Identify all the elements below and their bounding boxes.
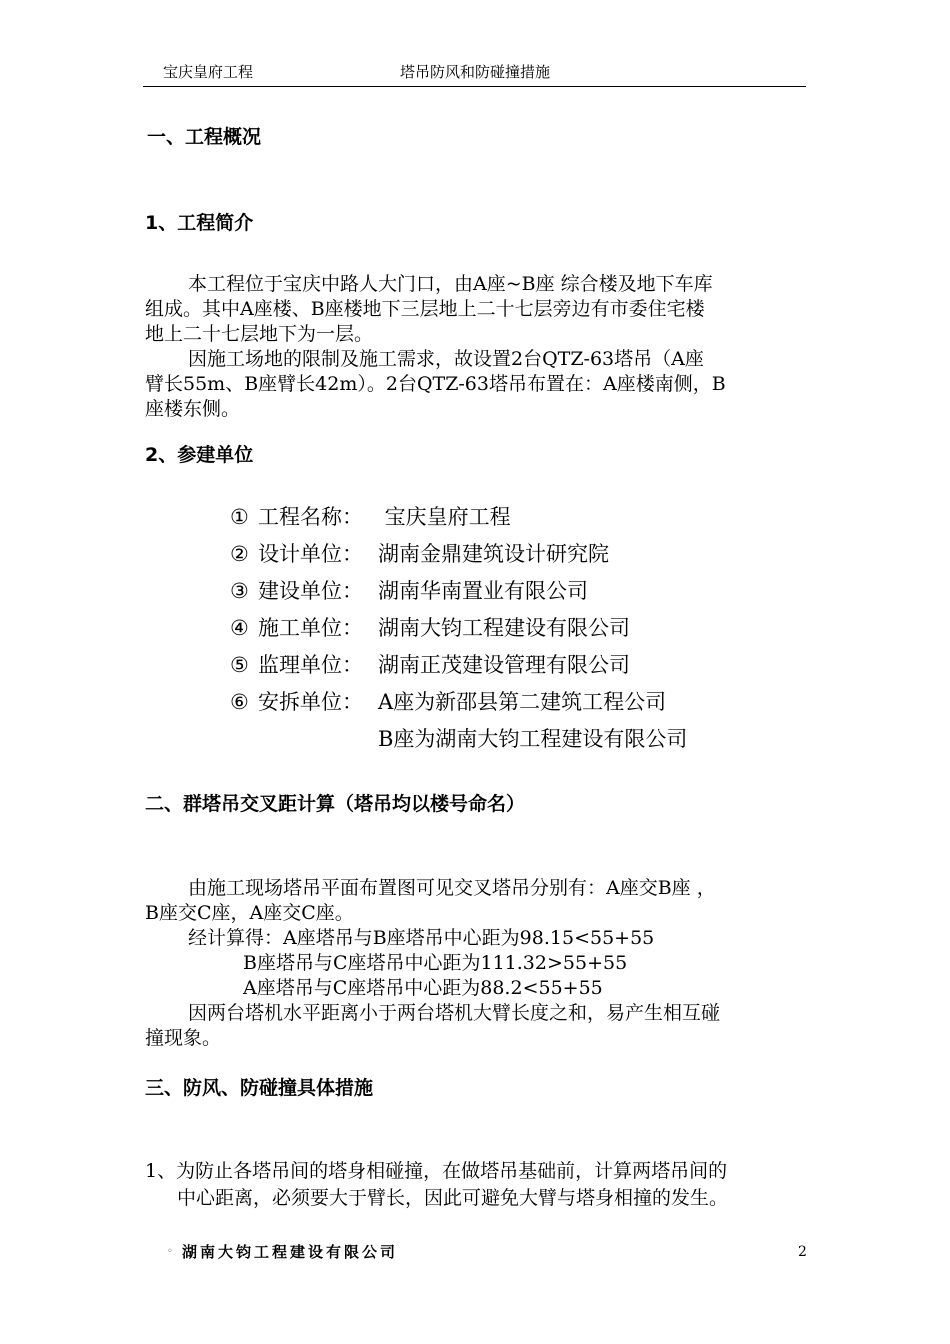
unit-value: A座为新邵县第二建筑工程公司 <box>378 690 667 714</box>
overview-paragraph-line: 地上二十七层地下为一层。 <box>145 323 374 345</box>
measure-line: 1、为防止各塔吊间的塔身相碰撞，在做塔吊基础前，计算两塔吊间的 <box>145 1160 728 1182</box>
crane-paragraph-line: 座楼东侧。 <box>145 398 241 420</box>
section-2-heading: 二、群塔吊交叉距计算（塔吊均以楼号命名） <box>145 793 526 815</box>
unit-value: 湖南正茂建设管理有限公司 <box>378 653 630 677</box>
unit-number: ① <box>230 505 249 529</box>
overview-paragraph-line: 本工程位于宝庆中路人大门口，由A座~B座 综合楼及地下车库 <box>188 273 713 295</box>
unit-value: 湖南大钧工程建设有限公司 <box>378 616 630 640</box>
unit-number: ⑥ <box>230 690 249 714</box>
crane-paragraph-line: 臂长55m、B座臂长42m）。2台QTZ-63塔吊布置在：A座楼南侧，B <box>145 373 726 395</box>
unit-value: 宝庆皇府工程 <box>378 505 511 529</box>
unit-label: 设计单位： <box>258 542 363 566</box>
overview-paragraph-line: 组成。其中A座楼、B座楼地下三层地上二十七层旁边有市委住宅楼 <box>145 298 705 320</box>
unit-label: 施工单位： <box>258 616 363 640</box>
footer-bullet-icon: ◦ <box>167 1246 173 1257</box>
calc-line: 撞现象。 <box>145 1027 222 1049</box>
unit-label: 监理单位： <box>258 653 363 677</box>
unit-number: ② <box>230 542 249 566</box>
unit-row <box>230 650 630 680</box>
unit-label: 安拆单位： <box>258 690 363 714</box>
header-rule <box>143 86 806 87</box>
subsection-2-heading: 2、参建单位 <box>145 444 254 466</box>
header-project-name: 宝庆皇府工程 <box>163 63 254 81</box>
calc-line: A座塔吊与C座塔吊中心距为88.2<55+55 <box>243 977 603 999</box>
calc-line: B座交C座，A座交C座。 <box>145 902 354 924</box>
measure-line: 中心距离，必须要大于臂长，因此可避免大臂与塔身相撞的发生。 <box>177 1187 729 1209</box>
unit-number: ③ <box>230 579 249 603</box>
unit-row <box>230 687 666 717</box>
calc-line: 经计算得：A座塔吊与B座塔吊中心距为98.15<55+55 <box>188 927 655 949</box>
footer-company: 湖南大钧工程建设有限公司 <box>182 1243 399 1261</box>
section-1-heading: 一、工程概况 <box>147 126 262 148</box>
unit-number: ⑤ <box>230 653 249 677</box>
crane-paragraph-line: 因施工场地的限制及施工需求，故设置2台QTZ-63塔吊（A座 <box>188 348 704 370</box>
unit-number: ④ <box>230 616 249 640</box>
unit-value: 湖南华南置业有限公司 <box>378 579 588 603</box>
subsection-1-heading: 1、工程简介 <box>145 212 254 234</box>
section-3-heading: 三、防风、防碰撞具体措施 <box>145 1077 374 1099</box>
calc-line: B座塔吊与C座塔吊中心距为111.32>55+55 <box>243 952 628 974</box>
unit-row <box>230 502 511 532</box>
unit-value: 湖南金鼎建筑设计研究院 <box>378 542 609 566</box>
calc-line: 因两台塔机水平距离小于两台塔机大臂长度之和，易产生相互碰 <box>188 1002 721 1024</box>
unit-row <box>230 539 609 569</box>
unit-row-continuation: B座为湖南大钧工程建设有限公司 <box>378 727 688 751</box>
header-document-title: 塔吊防风和防碰撞措施 <box>400 63 551 81</box>
unit-row <box>230 576 588 606</box>
page-number: 2 <box>798 1244 807 1260</box>
calc-line: 由施工现场塔吊平面布置图可见交叉塔吊分别有：A座交B座 ， <box>188 877 716 899</box>
unit-row <box>230 613 630 643</box>
unit-label: 建设单位： <box>258 579 363 603</box>
unit-label: 工程名称： <box>258 505 363 529</box>
